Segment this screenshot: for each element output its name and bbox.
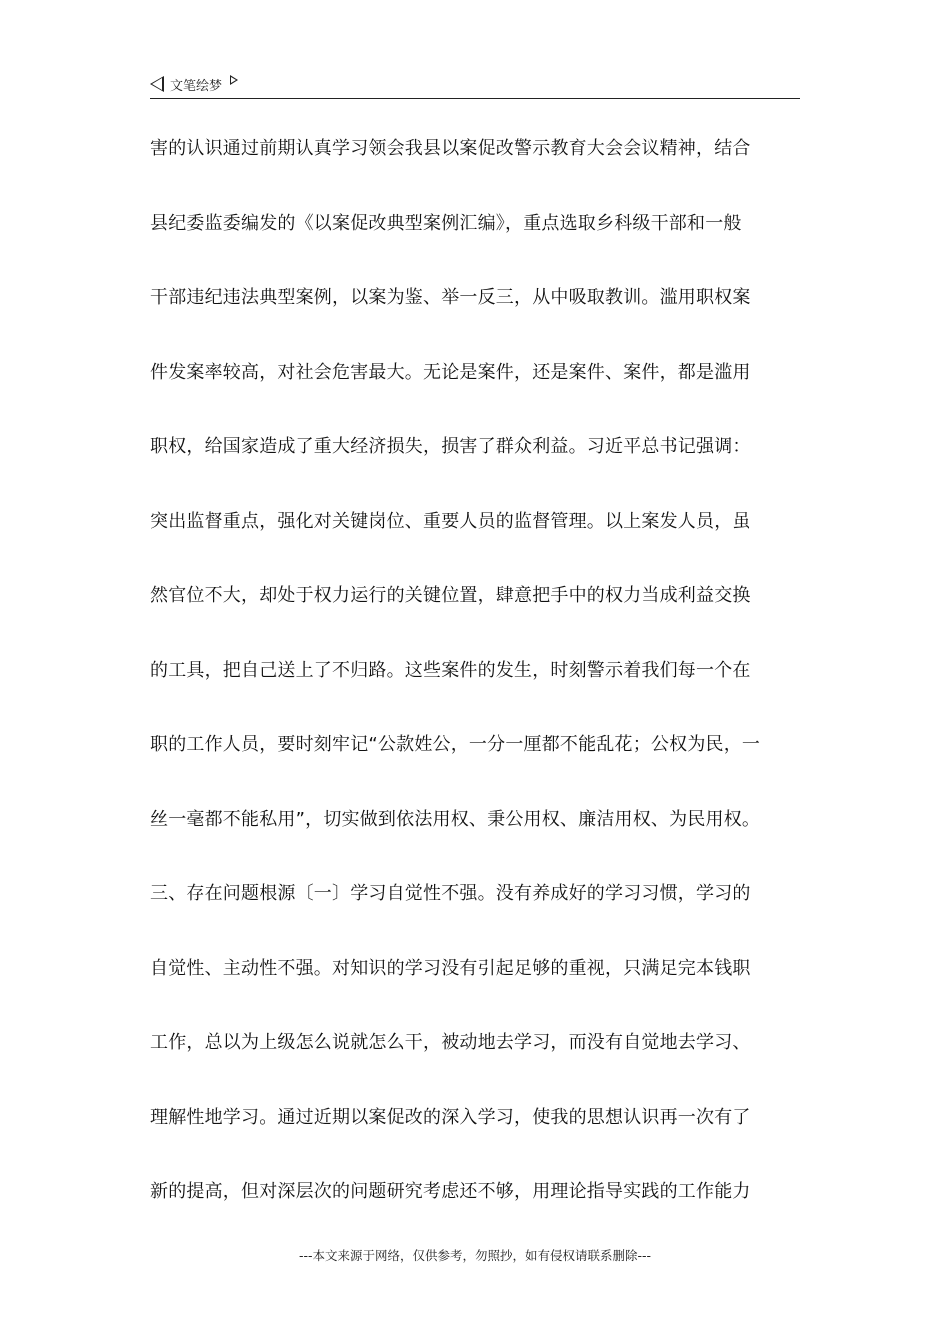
page-footer-disclaimer: ---本文来源于网络，仅供参考，勿照抄，如有侵权请联系删除--- — [298, 1248, 652, 1263]
text-line: 丝一毫都不能私用”，切实做到依法用权、秉公用权、廉洁用权、为民用权。 — [150, 808, 761, 830]
header-title: 文笔绘梦 — [170, 78, 223, 94]
text-line: 职权，给国家造成了重大经济损失，损害了群众利益。习近平总书记强调： — [150, 436, 751, 457]
text-line: 自觉性、主动性不强。对知识的学习没有引起足够的重视，只满足完本钱职 — [150, 957, 751, 979]
text-line: 理解性地学习。通过近期以案促改的深入学习，使我的思想认识再一次有了 — [150, 1106, 751, 1128]
text-line: 工作，总以为上级怎么说就怎么干，被动地去学习，而没有自觉地去学习、 — [150, 1032, 751, 1053]
page-header — [150, 74, 800, 99]
document-body — [150, 112, 800, 1230]
text-line: 职的工作人员，要时刻牢记“公款姓公，一分一厘都不能乱花；公权为民，一 — [150, 734, 761, 755]
text-line: 件发案率较高，对社会危害最大。无论是案件，还是案件、案件，都是滥用 — [150, 361, 751, 383]
text-line: 干部违纪违法典型案例，以案为鉴、举一反三，从中吸取教训。滥用职权案 — [150, 287, 751, 308]
text-line: 害的认识通过前期认真学习领会我县以案促改警示教育大会会议精神，结合 — [150, 138, 751, 159]
right-triangle-icon — [230, 75, 238, 85]
text-line: 新的提高，但对深层次的问题研究考虑还不够，用理论指导实践的工作能力 — [150, 1181, 751, 1202]
text-line: 三、存在问题根源〔一〕学习自觉性不强。没有养成好的学习习惯，学习的 — [150, 883, 751, 904]
text-line: 的工具，把自己送上了不归路。这些案件的发生，时刻警示着我们每一个在 — [150, 659, 751, 681]
text-line: 然官位不大，却处于权力运行的关键位置，肆意把手中的权力当成利益交换 — [150, 585, 751, 606]
left-triangle-icon — [150, 76, 164, 92]
text-line: 县纪委监委编发的《以案促改典型案例汇编》，重点选取乡科级干部和一般 — [150, 212, 742, 234]
header-title-group — [150, 74, 238, 94]
text-line: 突出监督重点，强化对关键岗位、重要人员的监督管理。以上案发人员，虽 — [150, 510, 751, 532]
